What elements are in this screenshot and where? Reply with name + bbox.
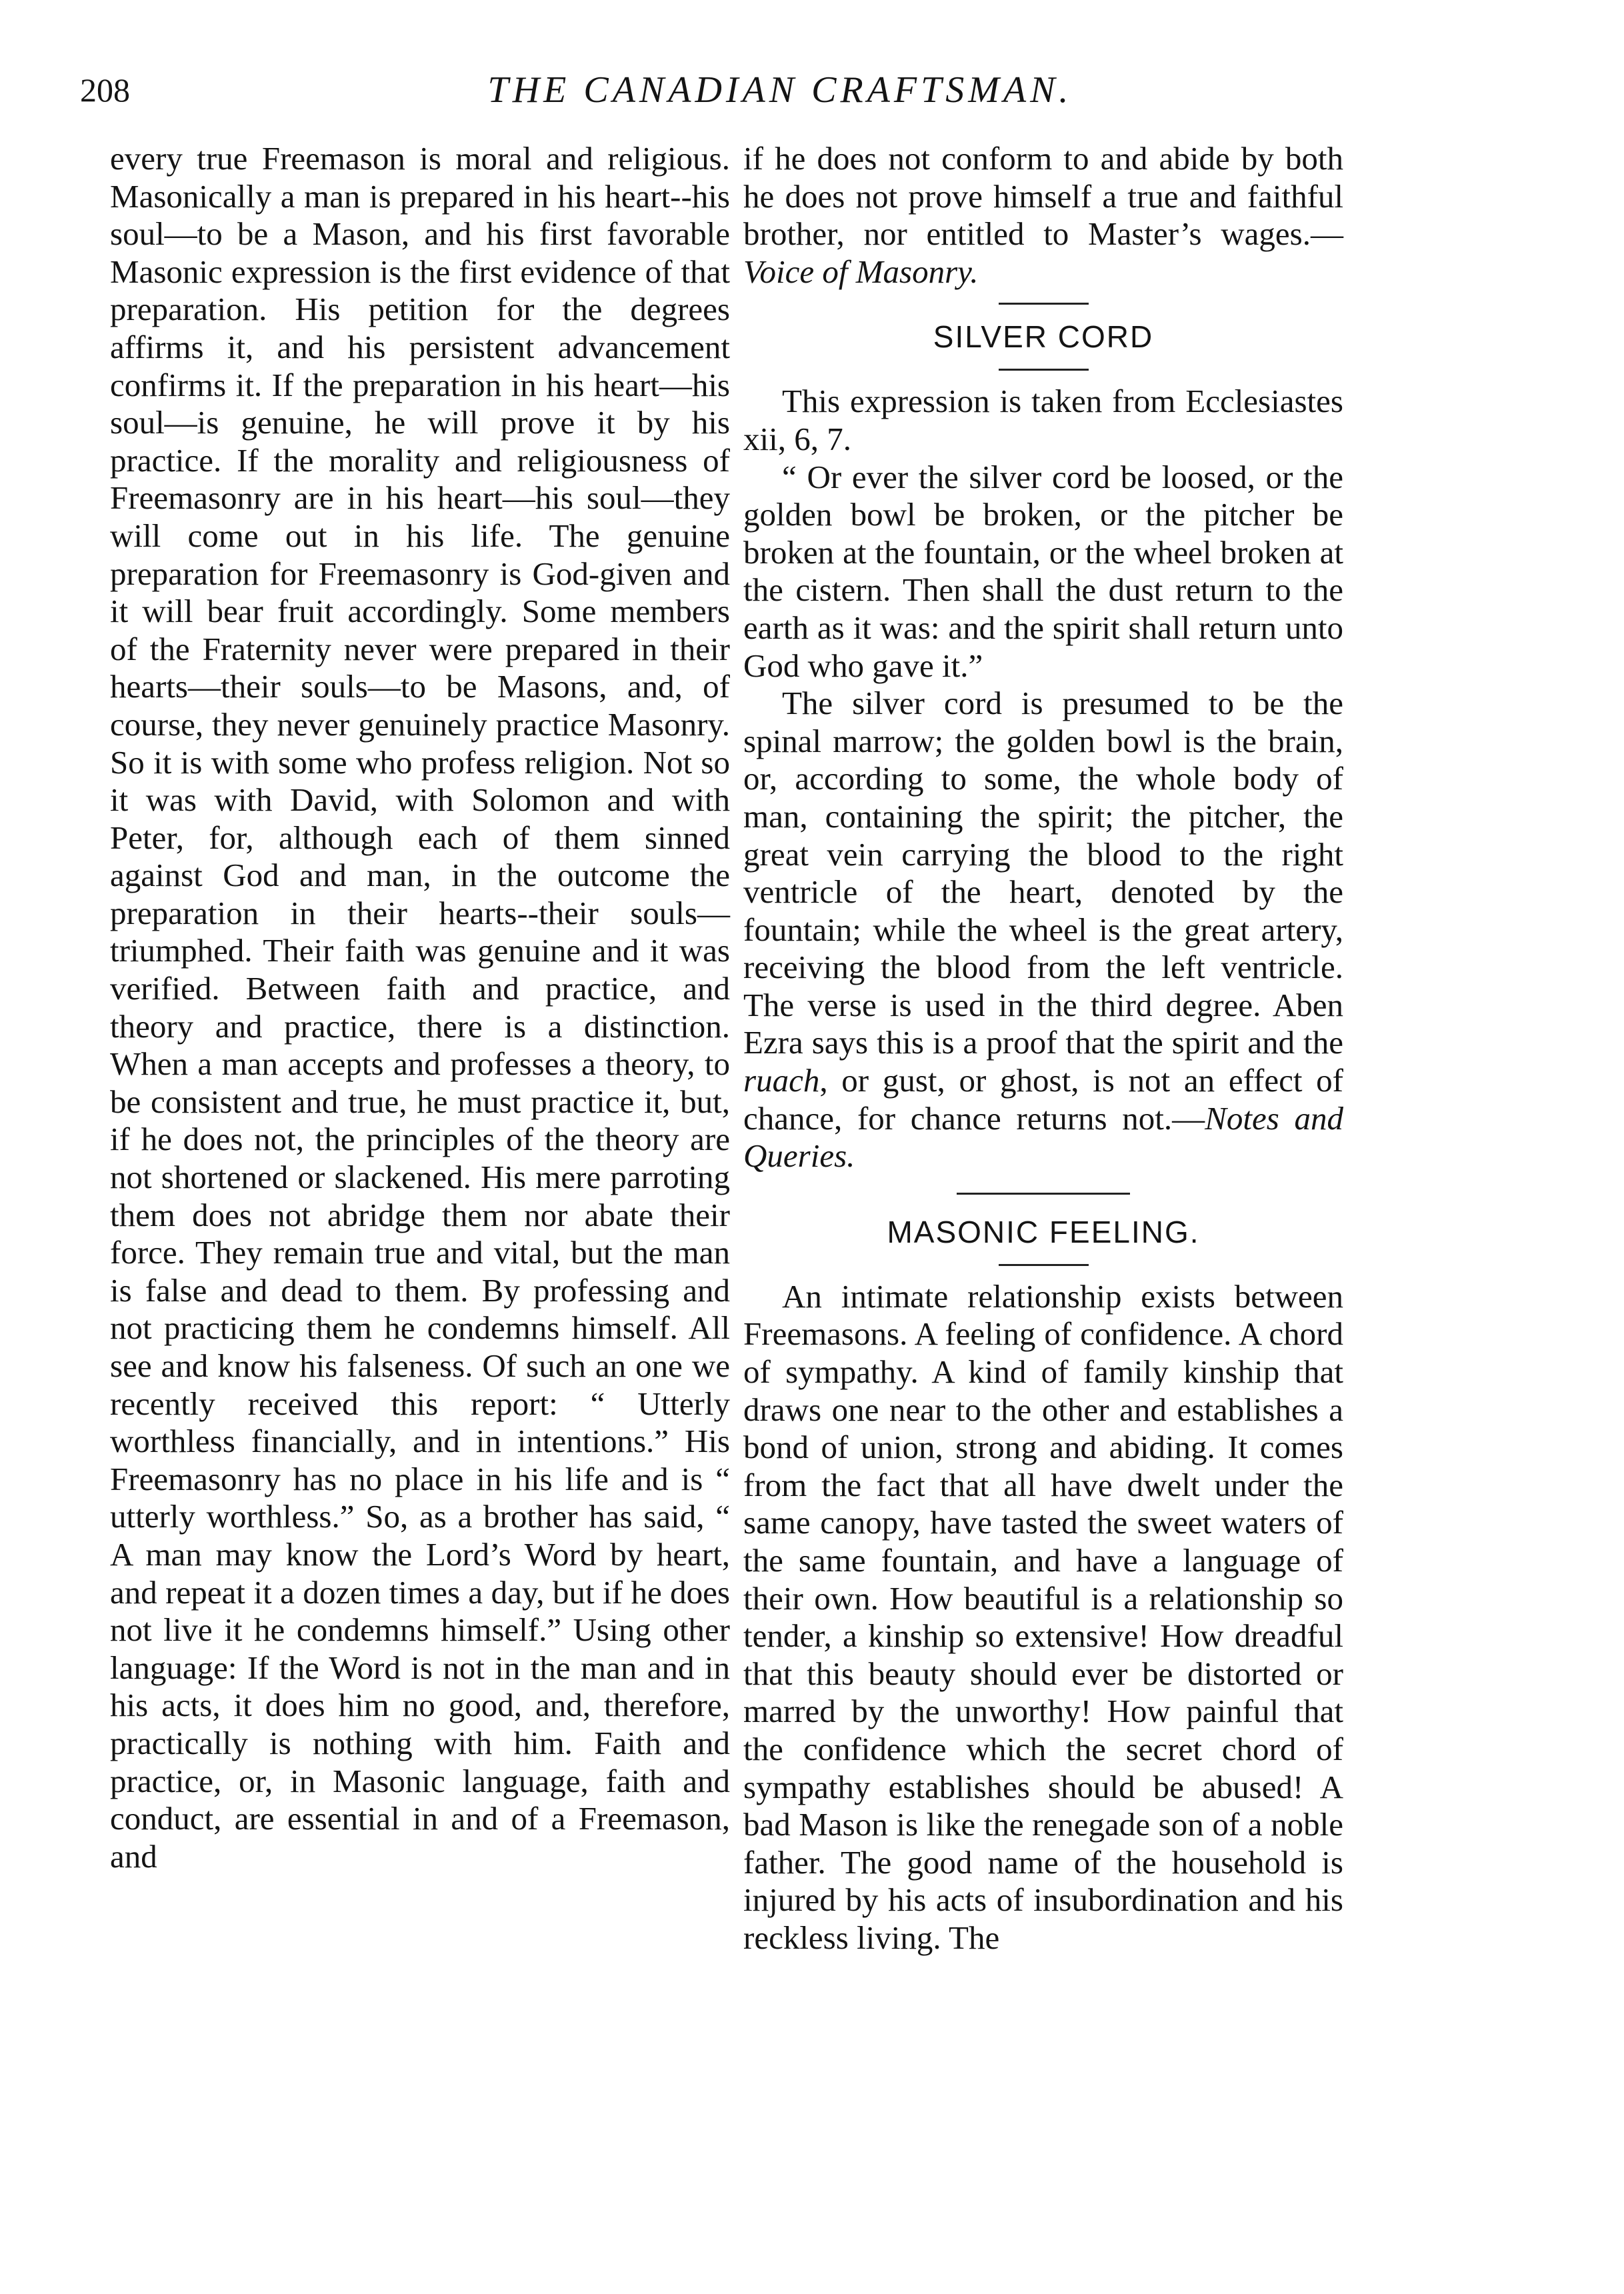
heading-underline	[999, 369, 1089, 371]
continuation-source: Voice of Masonry.	[743, 253, 979, 290]
left-column	[110, 140, 730, 1875]
section-divider	[999, 303, 1089, 305]
section-heading-silver-cord: SILVER CORD	[933, 319, 1154, 355]
page-header	[80, 67, 1380, 120]
silver-cord-p3-text: The silver cord is presumed to be the spinal marrow; the golden bowl is the brain, or, according to some, the whole body of man, containing the spirit; the pitcher, the great vein carrying the blood to the right ventricle of the heart, denoted by the fountain; while the wheel is the great artery, receiving the blood from the left ventricle. The verse is used in the third degree. Aben Ezra says this is a proof that the spirit and the	[743, 685, 1343, 1061]
silver-cord-p3-italic-term: ruach	[743, 1062, 820, 1099]
continuation-paragraph	[743, 140, 1343, 291]
silver-cord-paragraph-1: This expression is taken from Ecclesiastes xii, 6, 7.	[743, 383, 1343, 457]
section-divider	[957, 1193, 1130, 1195]
right-column	[743, 140, 1343, 1957]
page-number: 208	[80, 71, 130, 109]
silver-cord-paragraph-3	[743, 685, 1343, 1175]
body-paragraph: every true Freemason is moral and religious. Masonically a man is prepared in his heart--his soul—to be a Mason, and his first favorable Masonic expression is the first evidence of that preparation. His petition for the degrees affirms it, and his persistent advancement confirms it. If the preparation in his heart—his soul—is genuine, he will prove it by his practice. If the morality and religiousness of Freemasonry are in his heart—his soul—they will come out in his life. The genuine preparation for Freemasonry is God-given and it will bear fruit accordingly. Some members of the Fraternity never were prepared in their hearts—their souls—to be Masons, and, of course, they never genuinely practice Masonry. So it is with some who profess religion. Not so it was with David, with Solomon and with Peter, for, although each of them sinned against God and man, in the outcome the preparation in their hearts--their souls—triumphed. Their faith was genuine and it was verified. Between faith and practice, and theory and practice, there is a distinction. When a man accepts and professes a theory, to be consistent and true, he must practice it, but, if he does not, the principles of the theory are not shortened or slackened. His mere parroting them does not abridge them nor abate their force. They remain true and vital, but the man is false and dead to them. By professing and not practicing them he condemns himself. All see and know his falseness. Of such an one we recently received this report: “ Utterly worthless financially, and in intentions.” His Freemasonry has no place in his life and is “ utterly worthless.” So, as a brother has said, “ A man may know the Lord’s Word by heart, and repeat it a dozen times a day, but if he does not live it he condemns himself.” Using other language: If the Word is not in the man and in his acts, it does him no good, and, therefore, practically is nothing with him. Faith and practice, or, in Masonic language, faith and conduct, are essential in and of a Freemason, and	[110, 140, 730, 1875]
section-heading-masonic-feeling: MASONIC FEELING.	[887, 1214, 1200, 1249]
silver-cord-source: Notes and Queries.	[743, 1099, 1343, 1175]
running-title: THE CANADIAN CRAFTSMAN.	[487, 69, 1073, 111]
silver-cord-paragraph-2: “ Or ever the silver cord be loosed, or the golden bowl be broken, or the pitcher be broken at the fountain, or the wheel broken at the cistern. Then shall the dust return to the earth as it was: and the spirit shall return unto God who gave it.”	[743, 458, 1343, 684]
masonic-feeling-paragraph: An intimate relationship exists between Freemasons. A feeling of confidence. A chord of sympathy. A kind of family kinship that draws one near to the other and establishes a bond of union, strong and abiding. It comes from the fact that all have dwelt under the same canopy, have tasted the sweet waters of the same fountain, and have a language of their own. How beautiful is a relationship so tender, a kinship so extensive! How dreadful that this beauty should ever be distorted or marred by the unworthy! How painful that the confidence which the secret chord of sympathy establishes should be abused! A bad Mason is like the renegade son of a noble father. The good name of the household is injured by his acts of insubordination and his reckless living. The	[743, 1277, 1343, 1956]
continuation-text: if he does not conform to and abide by both he does not prove himself a true and faithful brother, nor entitled to Master’s wages.—	[743, 140, 1343, 253]
silver-cord-p3-text-cont: , or gust, or ghost, is not an effect of chance, for chance returns not.—	[743, 1062, 1343, 1137]
heading-underline	[999, 1264, 1089, 1266]
